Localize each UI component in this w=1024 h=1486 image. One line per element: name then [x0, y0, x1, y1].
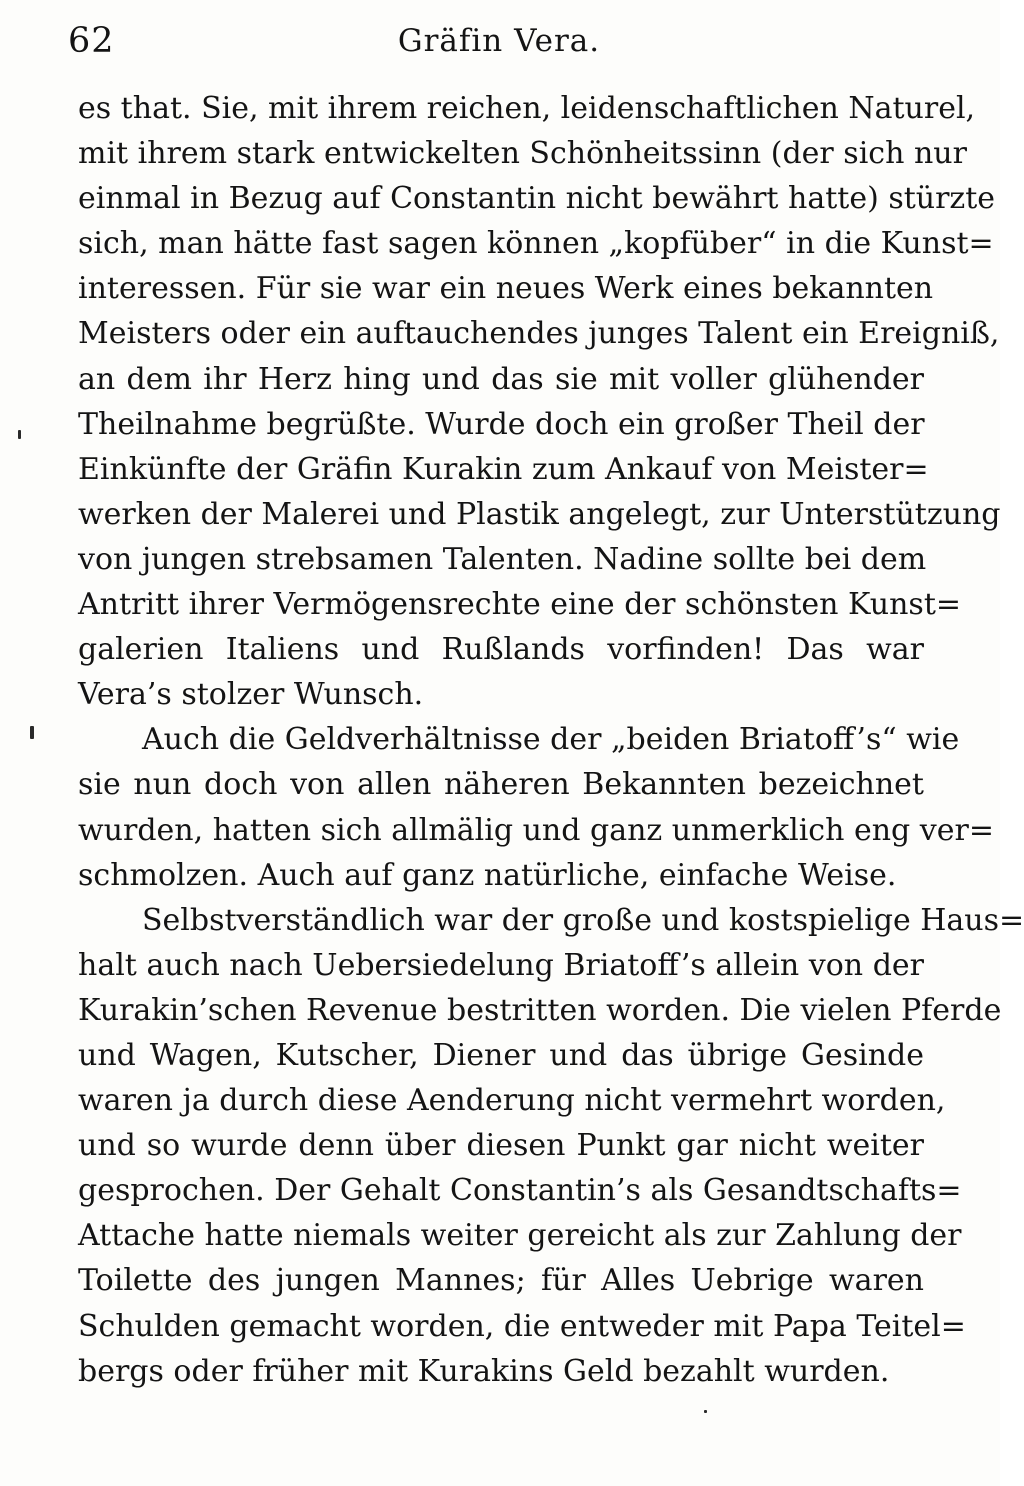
text-line: waren ja durch diese Aenderung nicht vermehrt worden,	[78, 1083, 946, 1119]
text-line: Attache hatte niemals weiter gereicht als zur Zahlung der	[78, 1218, 962, 1254]
page-number: 62	[68, 21, 115, 61]
text-line: Auch die Geldverhältnisse der „beiden Briatoff’s“ wie	[142, 722, 960, 758]
text-line: Antritt ihrer Vermögensrechte eine der schönsten Kunst=	[78, 587, 962, 623]
text-line: interessen. Für sie war ein neues Werk eines bekannten	[78, 271, 934, 307]
text-line: Meisters oder ein auftauchendes junges Talent ein Ereigniß,	[78, 316, 1000, 352]
text-line: und Wagen, Kutscher, Diener und das übrige Gesinde	[78, 1037, 924, 1073]
body-text	[78, 86, 1024, 1394]
running-title: Gräfin Vera.	[397, 23, 601, 59]
text-line: und so wurde denn über diesen Punkt gar nicht weiter	[78, 1128, 924, 1164]
text-line: an dem ihr Herz hing und das sie mit voller glühender	[78, 361, 924, 397]
print-speck	[18, 430, 21, 439]
text-line: mit ihrem stark entwickelten Schönheitssinn (der sich nur	[78, 136, 967, 172]
text-line: es that. Sie, mit ihrem reichen, leidenschaftlichen Naturel,	[78, 91, 976, 126]
text-line: Schulden gemacht worden, die entweder mit Papa Teitel=	[78, 1308, 966, 1344]
text-line: Selbstverständlich war der große und kostspielige Haus=	[142, 902, 1024, 938]
text-line: halt auch nach Uebersiedelung Briatoff’s allein von der	[78, 947, 924, 983]
text-line: Vera’s stolzer Wunsch.	[78, 677, 424, 713]
text-line: gesprochen. Der Gehalt Constantin’s als Gesandtschafts=	[78, 1173, 962, 1209]
text-line: schmolzen. Auch auf ganz natürliche, einfache Weise.	[78, 857, 897, 893]
text-line: wurden, hatten sich allmälig und ganz unmerklich eng ver=	[78, 812, 994, 848]
text-line: galerien Italiens und Rußlands vorfinden! Das war	[78, 632, 924, 668]
text-line: Toilette des jungen Mannes; für Alles Uebrige waren	[78, 1263, 924, 1299]
text-line: sie nun doch von allen näheren Bekannten bezeichnet	[78, 767, 924, 803]
text-line: sich, man hätte fast sagen können „kopfüber“ in die Kunst=	[78, 226, 994, 262]
text-line: von jungen strebsamen Talenten. Nadine sollte bei dem	[78, 541, 927, 577]
text-line: Theilnahme begrüßte. Wurde doch ein großer Theil der	[78, 406, 925, 442]
text-line: bergs oder früher mit Kurakins Geld bezahlt wurden.	[78, 1353, 890, 1389]
text-line: Einkünfte der Gräfin Kurakin zum Ankauf von Meister=	[78, 451, 929, 487]
print-speck	[30, 726, 34, 739]
text-line: Kurakin’schen Revenue bestritten worden. Die vielen Pferde	[78, 992, 1002, 1028]
text-line: werken der Malerei und Plastik angelegt, zur Unterstützung	[78, 496, 1001, 532]
text-line: einmal in Bezug auf Constantin nicht bewährt hatte) stürzte	[78, 181, 996, 217]
print-speck	[704, 1410, 707, 1413]
page-header	[68, 18, 930, 64]
